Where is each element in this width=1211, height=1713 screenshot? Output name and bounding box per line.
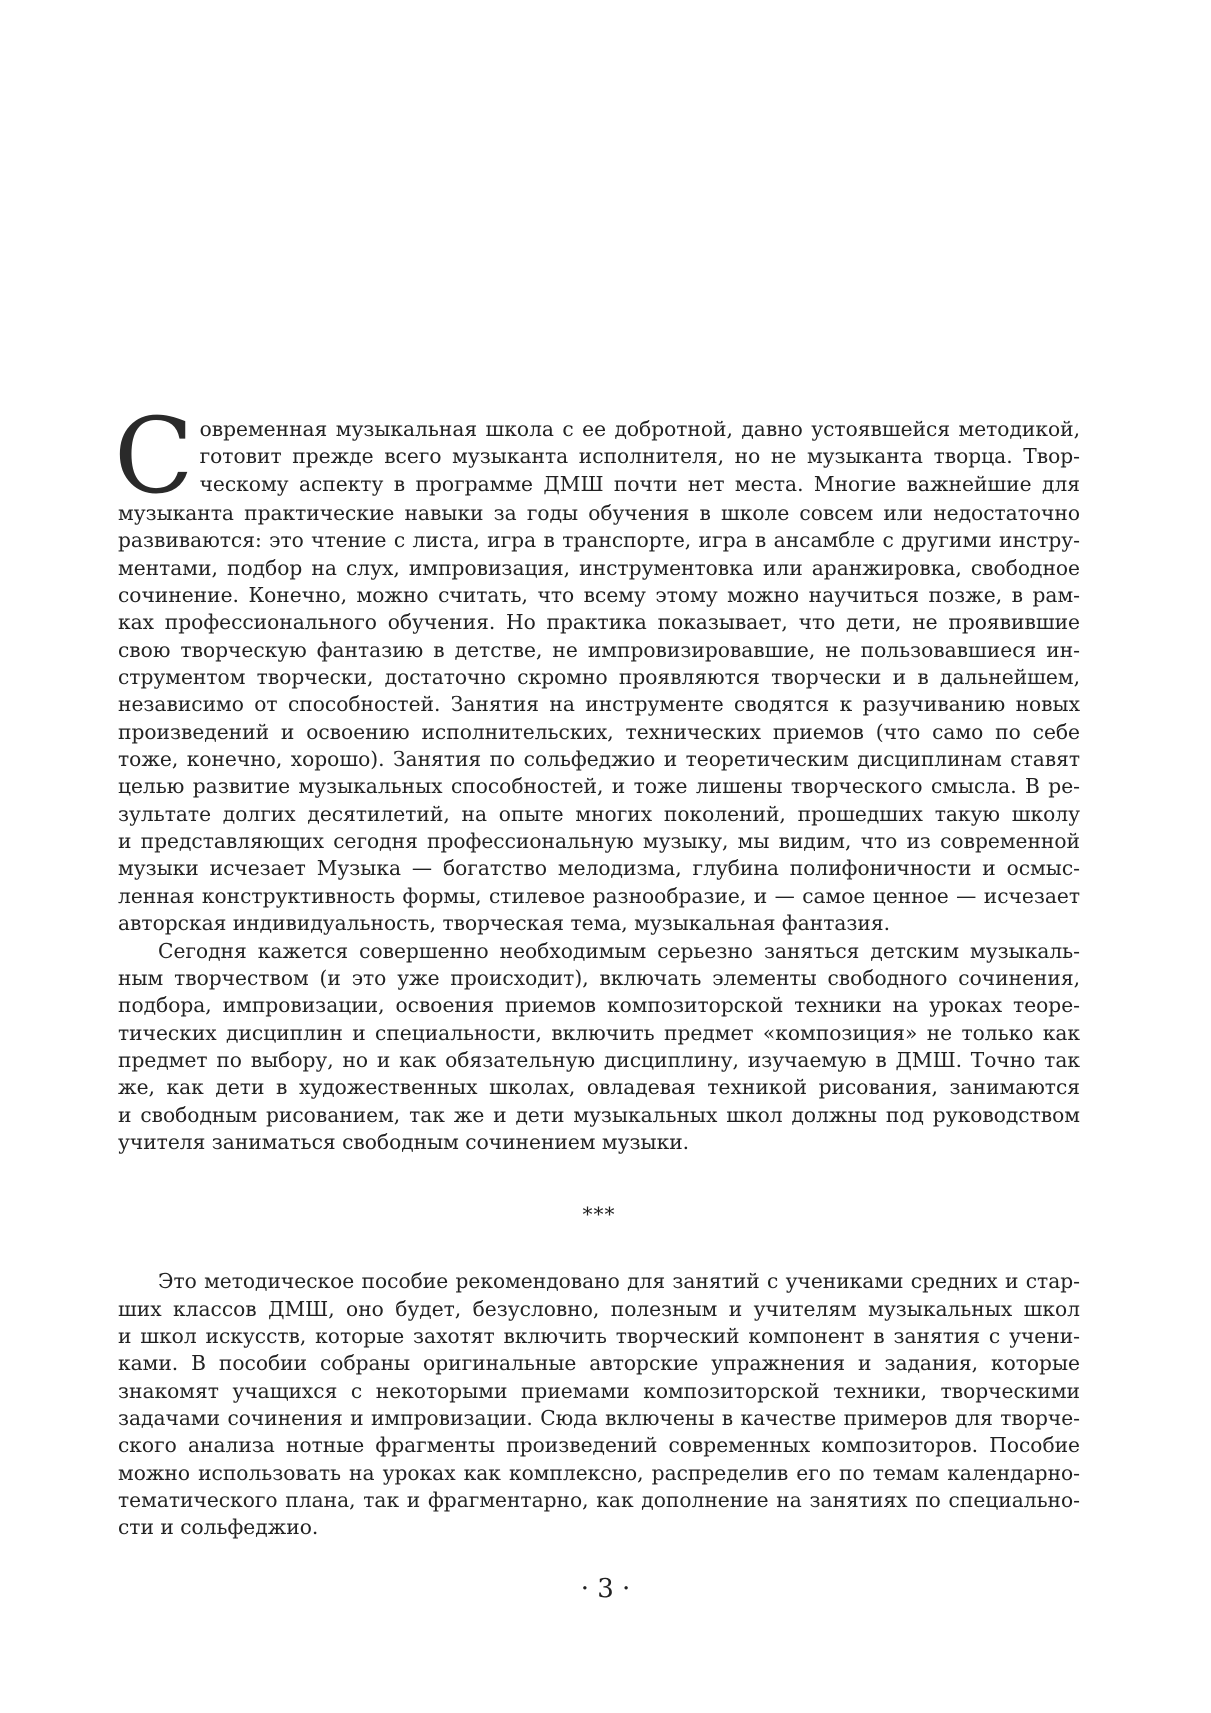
page-body	[114, 395, 1080, 1542]
text-line: ках профессионального обучения. Но практика показывает, что дети, не проявившие	[118, 610, 1080, 635]
text-line: учителя заниматься свободным сочинением музыки.	[118, 1129, 690, 1154]
text-line: сочинение. Конечно, можно считать, что всему этому можно научиться позже, в рам-	[118, 583, 1080, 608]
text-line: струментом творчески, достаточно скромно проявляются творчески и в дальнейшем,	[118, 665, 1080, 690]
text-line: ным творчеством (и это уже происходит), включать элементы свободного сочинения,	[118, 965, 1080, 990]
text-line: произведений и освоению исполнительских, технических приемов (что само по себе	[118, 719, 1080, 744]
paragraph-intro	[114, 395, 1080, 938]
text-line: независимо от способностей. Занятия на инструменте сводятся к разучиванию новых	[118, 692, 1080, 717]
text-line: овременная музыкальная школа с ее добротной, давно устоявшейся методикой,	[199, 417, 1080, 441]
text-line: задачами сочинения и импровизации. Сюда включены в качестве примеров для творче-	[118, 1405, 1080, 1430]
drop-cap: С	[114, 395, 194, 517]
paragraph-second	[118, 938, 1080, 1157]
text-line: развиваются: это чтение с листа, игра в транспорте, игра в ансамбле с другими инстру-	[118, 528, 1080, 553]
text-line: ментами, подбор на слух, импровизация, инструментовка или аранжировка, свободное	[118, 555, 1080, 580]
text-line: зультате долгих десятилетий, на опыте многих поколений, прошедших такую школу	[118, 801, 1080, 826]
text-line: свою творческую фантазию в детстве, не импровизировавшие, не пользовавшиеся ин-	[118, 637, 1080, 662]
text-line: Сегодня кажется совершенно необходимым серьезно заняться детским музыкаль-	[158, 938, 1080, 963]
text-line: предмет по выбору, но и как обязательную дисциплину, изучаемую в ДМШ. Точно так	[118, 1047, 1080, 1072]
text-line: ческому аспекту в программе ДМШ почти нет места. Многие важнейшие для	[199, 471, 1080, 496]
text-line: же, как дети в художественных школах, овладевая техникой рисования, занимаются	[118, 1075, 1080, 1100]
text-line: можно использовать на уроках как комплексно, распределив его по темам календарно-	[118, 1460, 1080, 1485]
text-line: музыки исчезает Музыка — богатство мелодизма, глубина полифоничности и осмыс-	[118, 856, 1080, 881]
text-line: ского анализа нотные фрагменты произведений современных композиторов. Пособие	[118, 1433, 1080, 1458]
section-separator: ***	[582, 1202, 616, 1227]
text-line: и свободным рисованием, так же и дети музыкальных школ должны под руководством	[118, 1102, 1080, 1127]
paragraph-third	[118, 1268, 1080, 1541]
text-line: и представляющих сегодня профессиональную музыку, мы видим, что из современной	[118, 829, 1080, 854]
text-line: тоже, конечно, хорошо). Занятия по сольфеджио и теоретическим дисциплинам ставят	[118, 747, 1080, 772]
text-line: готовит прежде всего музыканта исполнителя, но не музыканта творца. Твор-	[199, 444, 1080, 469]
text-line: тематического плана, так и фрагментарно, как дополнение на занятиях по специально-	[118, 1488, 1080, 1512]
text-line: подбора, импровизации, освоения приемов композиторской техники на уроках теоре-	[118, 993, 1080, 1018]
text-line: ших классов ДМШ, оно будет, безусловно, полезным и учителям музыкальных школ	[118, 1296, 1080, 1321]
text-line: авторская индивидуальность, творческая тема, музыкальная фантазия.	[118, 911, 891, 936]
text-line: тических дисциплин и специальности, включить предмет «композиция» не только как	[118, 1020, 1080, 1045]
text-line: музыканта практические навыки за годы обучения в школе совсем или недостаточно	[118, 501, 1080, 525]
text-line: ками. В пособии собраны оригинальные авторские упражнения и задания, которые	[118, 1351, 1080, 1376]
text-line: целью развитие музыкальных способностей, и тоже лишены творческого смысла. В ре-	[118, 774, 1080, 799]
text-line: сти и сольфеджио.	[118, 1515, 319, 1540]
text-line: Это методическое пособие рекомендовано для занятий с учениками средних и стар-	[158, 1269, 1080, 1294]
text-line: и школ искусств, которые захотят включить творческий компонент в занятия с учени-	[118, 1323, 1080, 1348]
page-number: · 3 ·	[580, 1574, 631, 1604]
text-line: ленная конструктивность формы, стилевое разнообразие, и — самое ценное — исчезает	[118, 883, 1080, 908]
text-line: знакомят учащихся с некоторыми приемами композиторской техники, творческими	[118, 1378, 1080, 1403]
